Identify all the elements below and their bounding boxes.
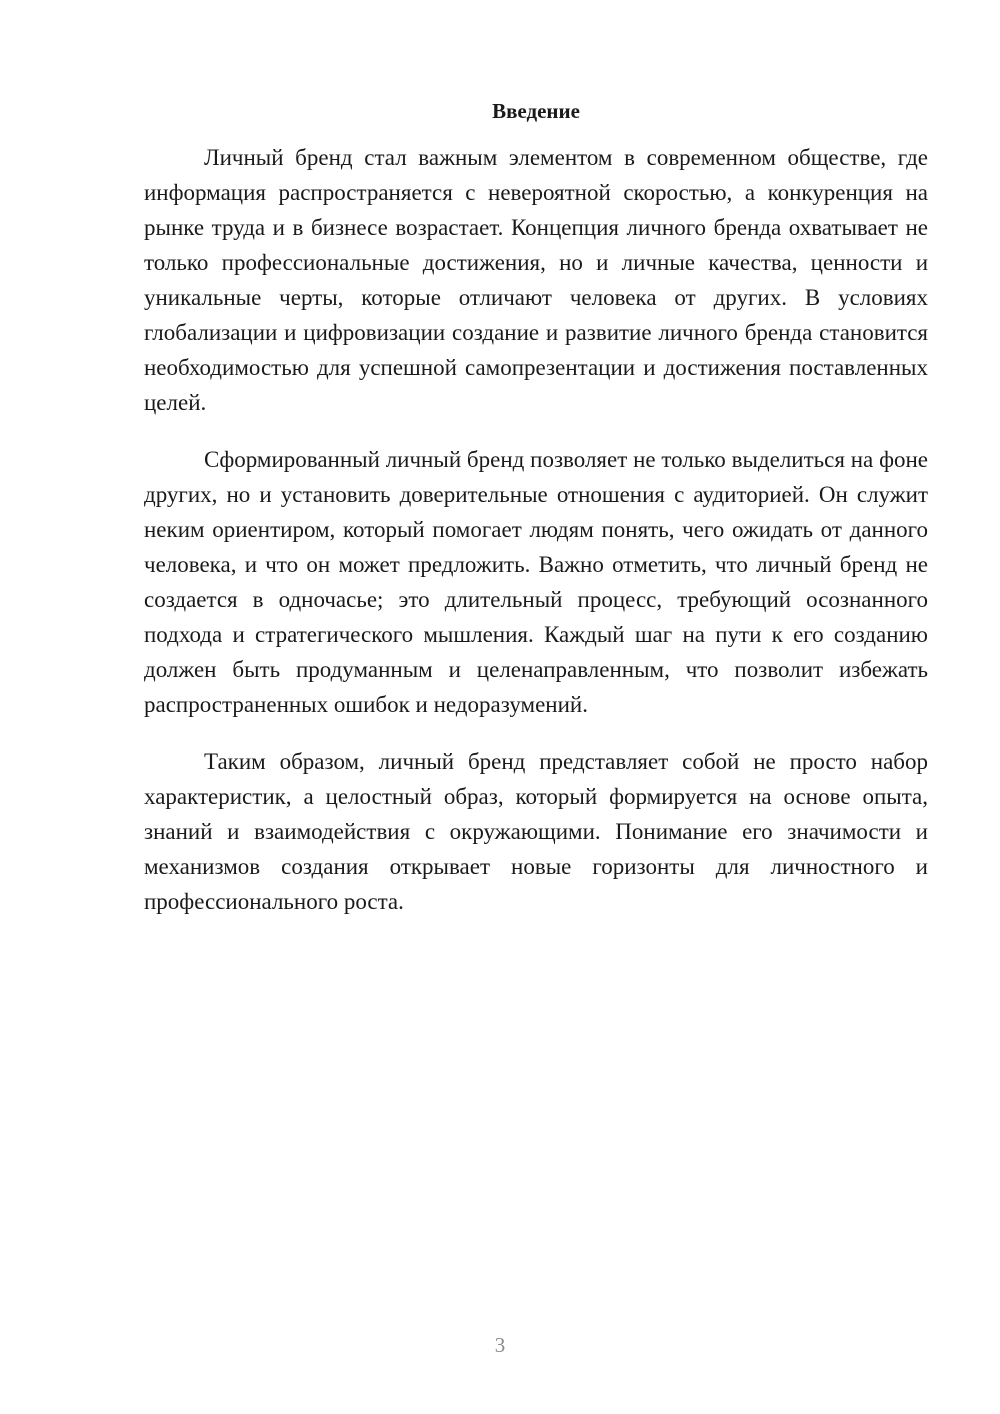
page-number: 3 [494, 1333, 506, 1357]
paragraph-1: Личный бренд стал важным элементом в современном обществе, где информация распространяется с невероятной скоростью, а конкуренция на рынке труда и в бизнесе возрастает. Концепция личного бренда охватывает не только профессиональные достижения, но и личные качества, ценности и уникальные черты, которые отличают человека от других. В условиях глобализации и цифровизации создание и развитие личного бренда становится необходимостью для успешной самопрезентации и достижения поставленных целей. [144, 145, 928, 415]
paragraph-2: Сформированный личный бренд позволяет не только выделиться на фоне других, но и установить доверительные отношения с аудиторией. Он служит неким ориентиром, который помогает людям понять, чего ожидать от данного человека, и что он может предложить. Важно отметить, что личный бренд не создается в одночасье; это длительный процесс, требующий осознанного подхода и стратегического мышления. Каждый шаг на пути к его созданию должен быть продуманным и целенаправленным, что позволит избежать распространенных ошибок и недоразумений. [144, 447, 928, 717]
section-heading: Введение [492, 99, 580, 123]
paragraph-3: Таким образом, личный бренд представляет собой не просто набор характеристик, а целостный образ, который формируется на основе опыта, знаний и взаимодействия с окружающими. Понимание его значимости и механизмов создания открывает новые горизонты для личностного и профессионального роста. [144, 749, 928, 914]
page-content [144, 96, 928, 941]
